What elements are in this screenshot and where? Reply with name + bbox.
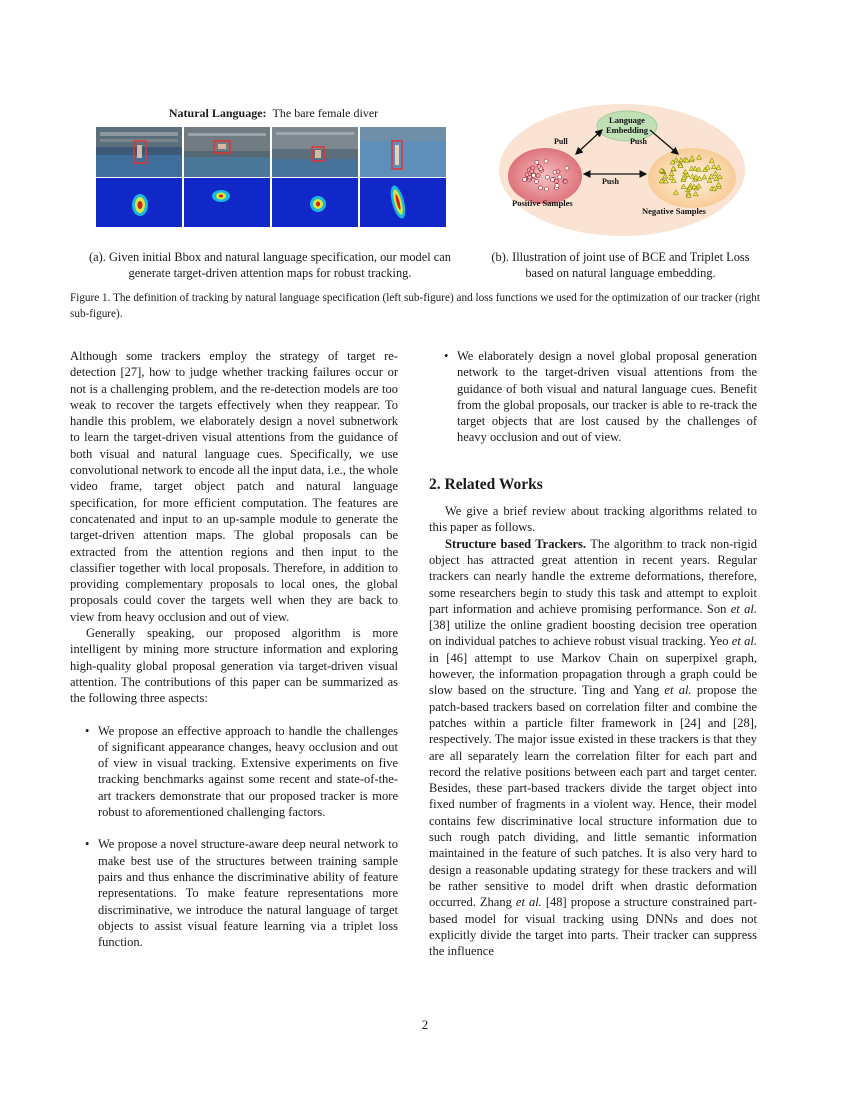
positive-sample-point xyxy=(523,178,527,182)
positive-cluster xyxy=(508,148,582,204)
tracking-frames-grid xyxy=(96,127,448,227)
positive-sample-point xyxy=(535,160,539,164)
positive-sample-point xyxy=(545,187,549,191)
positive-sample-point xyxy=(537,165,541,169)
bullet-dot: • xyxy=(85,723,90,738)
negative-samples-label: Negative Samples xyxy=(642,206,706,216)
attention-map-3 xyxy=(272,178,358,227)
paragraph-related-intro: We give a brief review about tracking algorithms related to this paper as follows. xyxy=(429,504,757,535)
contribution-list-continued xyxy=(429,348,757,446)
positive-sample-point xyxy=(545,175,549,179)
contribution-item-1 xyxy=(70,723,398,821)
contribution-item-2 xyxy=(70,836,398,950)
etal-italic: et al. xyxy=(731,634,757,649)
positive-sample-point xyxy=(535,180,539,184)
subfigure-b-caption: (b). Illustration of joint use of BCE and Triplet Loss based on natural language embedding. xyxy=(491,250,750,280)
positive-sample-point xyxy=(565,166,569,170)
video-frame-4 xyxy=(360,127,446,177)
triplet-loss-diagram xyxy=(498,102,746,237)
contribution-text-2: We propose a novel structure-aware deep neural network to make best use of the structures between training sample pairs and thus enhance the discriminative ability of feature representations. To make feature representations more discriminative, we introduce the natural language of target objects to assist visual feature learning via a triplet loss function. xyxy=(98,837,398,950)
contribution-list xyxy=(70,723,398,951)
language-embedding-label-2: Embedding xyxy=(605,125,649,135)
positive-sample-point xyxy=(531,166,535,170)
positive-sample-point xyxy=(528,175,532,179)
right-column xyxy=(429,348,757,959)
text-segment: in [46] attempt to use Markov Chain on superpixel graph, however, the information propagation through a graph could be slow based on the structure. Ting and Yang xyxy=(429,650,757,698)
video-frame-1 xyxy=(96,127,182,177)
positive-sample-point xyxy=(536,174,540,178)
subfigure-a-caption: (a). Given initial Bbox and natural language specification, our model can generate target-driven attention maps for robust tracking. xyxy=(89,250,451,280)
left-column xyxy=(70,348,398,966)
paragraph-structure-trackers xyxy=(429,536,757,960)
positive-sample-point xyxy=(544,159,548,163)
attention-map-2 xyxy=(184,178,270,227)
pull-label: Pull xyxy=(554,137,568,146)
push-label-top: Push xyxy=(630,137,647,146)
contribution-text-3: We elaborately design a novel global proposal generation network to the target-driven visual attentions from the guidance of both visual and natural language cues. Benefit from the global proposals, our tracker is able to re-track the target objects that are lost caused by the challenges of heavy occlusion and out of view. xyxy=(457,349,757,445)
figure-caption: Figure 1. The definition of tracking by natural language specification (left sub-figure) and loss functions we used for the optimization of our tracker (right sub-figure). xyxy=(70,292,760,320)
video-frame-2 xyxy=(184,127,270,177)
natural-language-text: The bare female diver xyxy=(272,106,379,120)
positive-sample-point xyxy=(555,184,559,188)
etal-italic: et al. xyxy=(730,601,757,616)
video-frame-3 xyxy=(272,127,358,177)
text-segment: The algorithm to track non-rigid object has attracted great attention in recent years. Regular trackers can nearly handle the extreme deformations, therefore, some researchers begin to study this task and attempt to exploit part information and achieve promising performance. Son xyxy=(429,536,757,616)
contribution-item-3 xyxy=(429,348,757,446)
positive-sample-point xyxy=(556,170,560,174)
push-label-mid: Push xyxy=(602,177,619,186)
subfigure-a-header xyxy=(96,106,451,121)
section-title-related-works: 2. Related Works xyxy=(429,475,543,493)
etal-italic: et al. xyxy=(664,683,692,698)
positive-sample-point xyxy=(538,186,542,190)
paragraph-contributions-intro: Generally speaking, our proposed algorithm is more intelligent by mining more structure information and exploring high-quality global proposal generation via target-driven visual attention. The contributions of this paper can be summarized as the following three aspects: xyxy=(70,626,398,706)
positive-sample-point xyxy=(555,179,559,183)
bullet-dot: • xyxy=(444,349,449,363)
text-segment: [48] propose a structure constrained part-based model for visual tracking using DNNs and does not explicitly divide the target into parts. Their tracker can suppress the influence xyxy=(429,895,757,959)
positive-sample-point xyxy=(558,175,562,179)
natural-language-label: Natural Language: xyxy=(168,106,267,120)
runin-heading: Structure based Trackers. xyxy=(445,536,587,551)
text-segment: [38] utilize the online gradient boosting decision tree operation on individual patches to achieve robust visual tracking. Yeo xyxy=(429,618,757,649)
text-segment: propose the patch-based trackers based on correlation filter and combine the patches within a particle filter framework in [24] and [28], respectively. The major issue existed in these trackers is that they are all separately learn the correlation filter for each part and record the relative positions between each part and target center. Besides, these part-based trackers divide the target object into fixed number of fragments in a violent way. Hence, their model contains few discriminative local structure information due to such rough patch dividing, and little semantic information maintained in the feature of such patches. It is also very hard to design a reasonable updating strategy for these trackers and will be rather sensitive to model drift when drastic deformation occurred. Zhang xyxy=(429,683,757,910)
paragraph-redetection: Although some trackers employ the strategy of target re-detection [27], how to judge whether tracking failures occur or not is a challenging problem, and the re-detection models are too weak to recover the targets effectively when they reappear. To handle this problem, we elaborately design a novel subnetwork to learn the target-driven visual attentions from the guidance of both visual and natural language cues. Specifically, we use convolutional network to encode all the input data, i.e., the whole video frame, target object patch and natural language specification, for more efficient computation. The features are concatenated and input to an up-sample module to generate the target-driven attention maps. The global proposals can be extracted from the attention regions and then input to the classifier together with local proposals. Therefore, in addition to providing complementary proposals to local ones, the global proposals could cover the targets well when they are back to view from heavy occlusion and out of view. xyxy=(70,349,398,624)
positive-sample-point xyxy=(551,178,555,182)
contribution-text-1: We propose an effective approach to handle the challenges of significant appearance changes, heavy occlusion and out of view in visual tracking. Extensive experiments on five tracking benchmarks against some recent and state-of-the-art trackers demonstrate that our proposed tracker is more robust to aforementioned challenging factors. xyxy=(98,723,398,820)
attention-map-4 xyxy=(360,178,446,227)
positive-sample-point xyxy=(563,179,567,183)
etal-italic: et al. xyxy=(515,895,542,910)
attention-map-1 xyxy=(96,178,182,227)
page-number: 2 xyxy=(421,1018,429,1032)
bullet-dot: • xyxy=(85,837,90,852)
language-embedding-label: Language xyxy=(609,115,645,125)
positive-samples-label: Positive Samples xyxy=(512,198,573,208)
positive-sample-point xyxy=(532,173,536,177)
